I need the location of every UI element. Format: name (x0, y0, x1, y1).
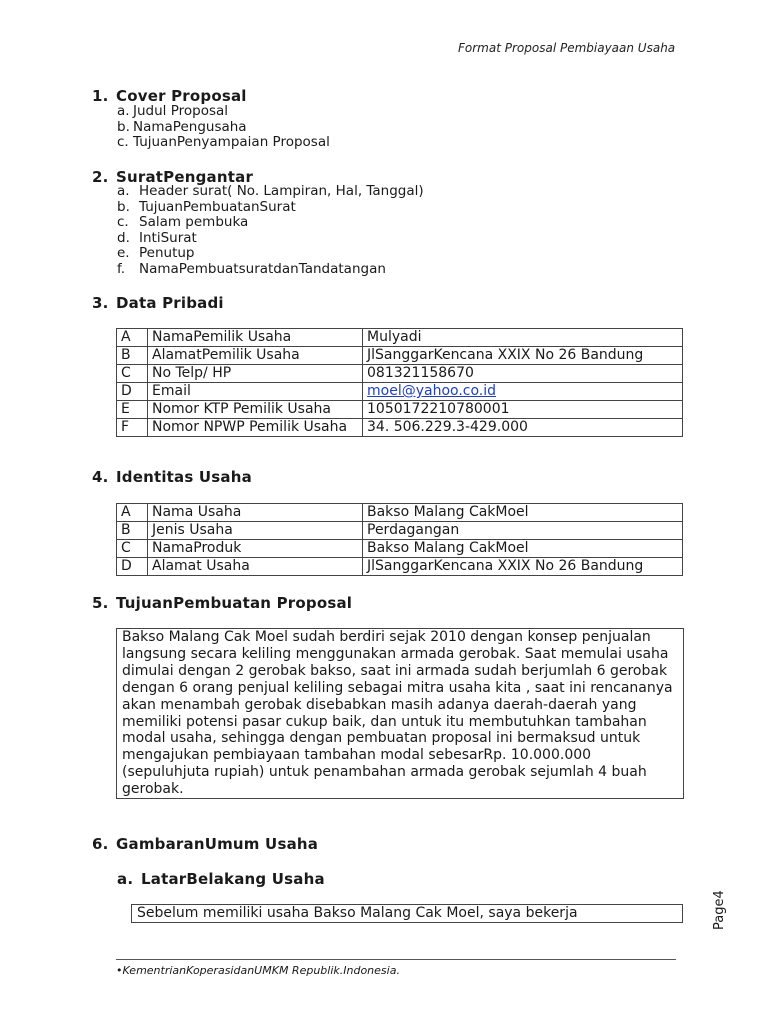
list-item: b. TujuanPembuatanSurat (117, 198, 296, 215)
list-item: c. TujuanPenyampaian Proposal (117, 134, 330, 151)
table-row: B AlamatPemilik Usaha JlSanggarKencana XXIX No 26 Bandung (117, 347, 683, 365)
section-title: SuratPengantar (116, 168, 254, 186)
table-row: A NamaPemilik Usaha Mulyadi (117, 329, 683, 347)
section-number: 5. (92, 594, 109, 612)
section-2-list (117, 184, 424, 278)
email-link[interactable]: moel@yahoo.co.id (367, 383, 497, 399)
section-4-heading (92, 468, 252, 486)
page-number: Page4 (712, 890, 727, 930)
footer-divider (116, 959, 676, 960)
section-number: 3. (92, 294, 109, 312)
table-row: D Alamat Usaha JlSanggarKencana XXIX No 26 Bandung (117, 558, 683, 576)
section-number: 2. (92, 168, 109, 186)
list-item: a. Header surat( No. Lampiran, Hal, Tanggal) (117, 183, 424, 199)
footer-note: •KementrianKoperasidanUMKM Republik.Indonesia. (116, 964, 400, 977)
list-item: d. IntiSurat (117, 229, 197, 246)
running-header: Format Proposal Pembiayaan Usaha (458, 41, 676, 55)
table-row: E Nomor KTP Pemilik Usaha 1050172210780001 (117, 401, 683, 419)
subsection-heading (117, 870, 325, 888)
list-item: a. Judul Proposal (117, 103, 229, 119)
list-item: c. Salam pembuka (117, 214, 249, 231)
section-title: TujuanPembuatan Proposal (116, 594, 353, 612)
table-row: A Nama Usaha Bakso Malang CakMoel (117, 504, 683, 522)
section-number: 6. (92, 835, 109, 853)
table-row: C NamaProduk Bakso Malang CakMoel (117, 540, 683, 558)
list-item: f. NamaPembuatsuratdanTandatangan (117, 260, 386, 277)
section-title: Data Pribadi (116, 294, 224, 312)
section-number: 1. (92, 87, 109, 105)
section-1-list (117, 104, 330, 151)
list-item: b. NamaPengusaha (117, 118, 247, 135)
table-row: D Email moel@yahoo.co.id (117, 383, 683, 401)
personal-data-table (116, 328, 683, 437)
list-item: e. Penutup (117, 245, 195, 262)
table-row: F Nomor NPWP Pemilik Usaha 34. 506.229.3-429.000 (117, 419, 683, 437)
section-title: Identitas Usaha (116, 468, 252, 486)
section-title: GambaranUmum Usaha (116, 835, 319, 853)
background-textbox: Sebelum memiliki usaha Bakso Malang Cak Moel, saya bekerja (131, 904, 683, 923)
subsection-title: LatarBelakang Usaha (141, 870, 325, 888)
table-row: B Jenis Usaha Perdagangan (117, 522, 683, 540)
subsection-label: a. (117, 870, 134, 888)
table-row: C No Telp/ HP 081321158670 (117, 365, 683, 383)
business-identity-table (116, 503, 683, 576)
section-6-heading (92, 835, 318, 853)
section-title: Cover Proposal (116, 87, 247, 105)
section-number: 4. (92, 468, 109, 486)
section-5-heading (92, 594, 352, 612)
section-3-heading (92, 294, 224, 312)
proposal-purpose-textbox: Bakso Malang Cak Moel sudah berdiri sejak 2010 dengan konsep penjualan langsung secara keliling menggunakan armada gerobak. Saat memulai usaha dimulai dengan 2 gerobak bakso, saat ini armada sudah berjumlah 6 gerobak dengan 6 orang penjual keliling sebagai mitra usaha kita , saat ini rencananya akan menambah gerobak disebabkan masih adanya daerah-daerah yang memiliki potensi pasar cukup baik, dan untuk itu membutuhkan tambahan modal usaha, sehingga dengan pembuatan proposal ini bermaksud untuk mengajukan pembiayaan tambahan modal sebesarRp. 10.000.000 (sepuluhjuta rupiah) untuk penambahan armada gerobak sejumlah 4 buah gerobak. (116, 628, 684, 799)
